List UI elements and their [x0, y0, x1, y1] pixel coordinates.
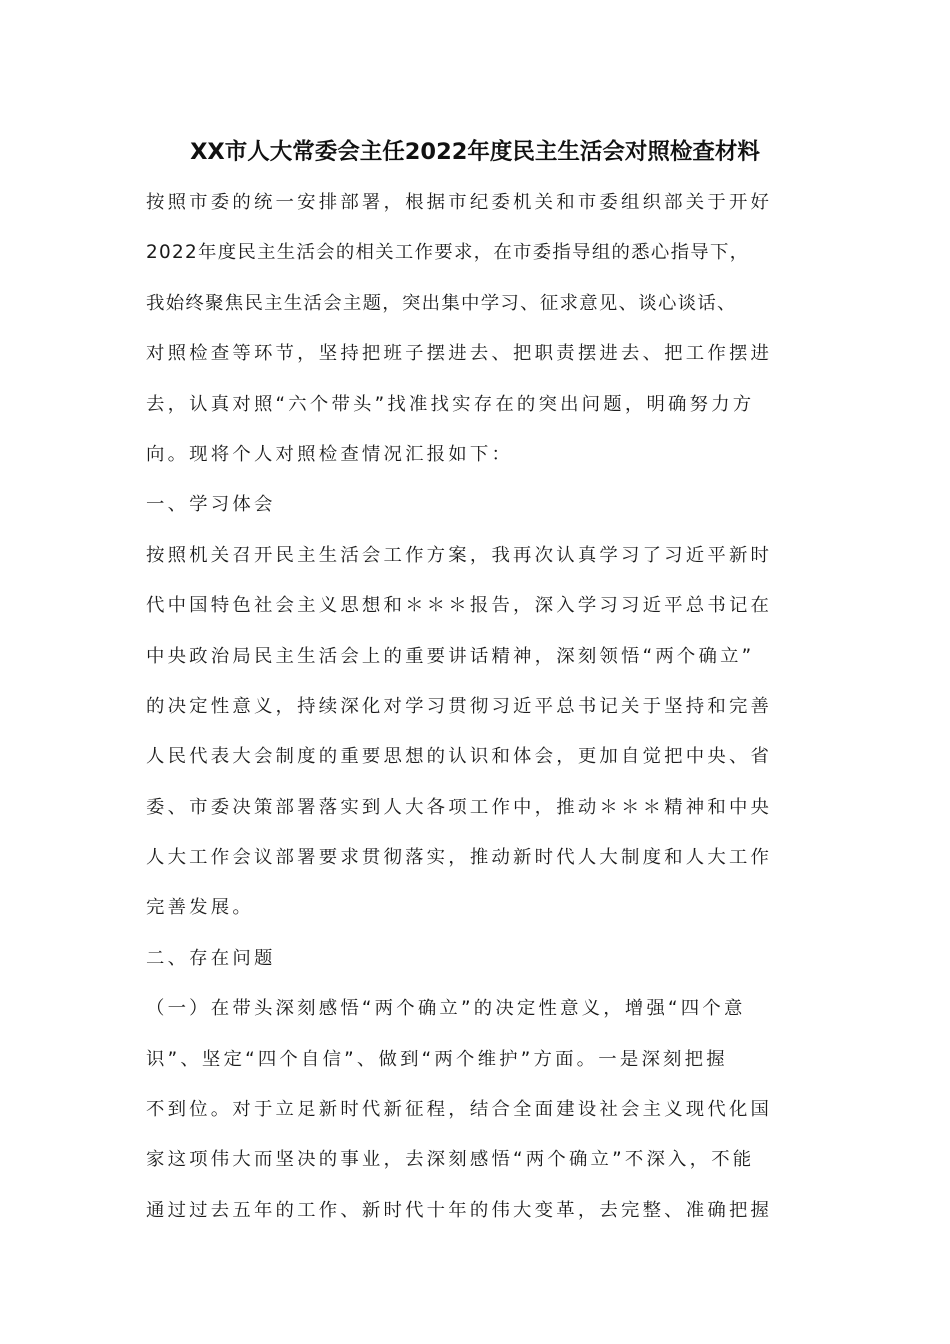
body-line: 完善发展。 — [146, 897, 254, 919]
document-title: XX市人大常委会主任2022年度民主生活会对照检查材料 — [190, 139, 760, 165]
body-line: 家这项伟大而坚决的事业，去深刻感悟“两个确立”不深入，不能 — [146, 1149, 755, 1171]
section-heading: 一、学习体会 — [146, 494, 276, 516]
body-line: 人民代表大会制度的重要思想的认识和体会，更加自觉把中央、省 — [146, 746, 773, 768]
body-line: 向。现将个人对照检查情况汇报如下： — [146, 443, 514, 465]
body-line: 我始终聚焦民主生活会主题，突出集中学习、征求意见、谈心谈话、 — [146, 292, 737, 314]
body-line: 人大工作会议部署要求贯彻落实，推动新时代人大制度和人大工作 — [146, 847, 773, 869]
body-line: 代中国特色社会主义思想和＊＊＊报告，深入学习习近平总书记在 — [146, 595, 773, 617]
body-line: （一）在带头深刻感悟“两个确立”的决定性意义，增强“四个意 — [146, 998, 746, 1020]
body-line: 对照检查等环节，坚持把班子摆进去、把职责摆进去、把工作摆进 — [146, 343, 773, 365]
body-line: 的决定性意义，持续深化对学习贯彻习近平总书记关于坚持和完善 — [146, 695, 773, 717]
document-body — [146, 178, 811, 1236]
section-heading: 二、存在问题 — [146, 947, 276, 969]
body-line: 通过过去五年的工作、新时代十年的伟大变革，去完整、准确把握 — [146, 1199, 773, 1221]
body-line: 按照市委的统一安排部署，根据市纪委机关和市委组织部关于开好 — [146, 192, 773, 213]
body-line: 2022年度民主生活会的相关工作要求，在市委指导组的悉心指导下， — [146, 242, 750, 264]
body-line: 按照机关召开民主生活会工作方案，我再次认真学习了习近平新时 — [146, 544, 773, 566]
body-line: 识”、坚定“四个自信”、做到“两个维护”方面。一是深刻把握 — [146, 1048, 728, 1070]
body-line: 委、市委决策部署落实到人大各项工作中，推动＊＊＊精神和中央 — [146, 796, 773, 818]
body-line: 不到位。对于立足新时代新征程，结合全面建设社会主义现代化国 — [146, 1099, 773, 1121]
body-line: 中央政治局民主生活会上的重要讲话精神，深刻领悟“两个确立” — [146, 645, 755, 667]
body-line: 去，认真对照“六个带头”找准找实存在的突出问题，明确努力方 — [146, 393, 755, 415]
